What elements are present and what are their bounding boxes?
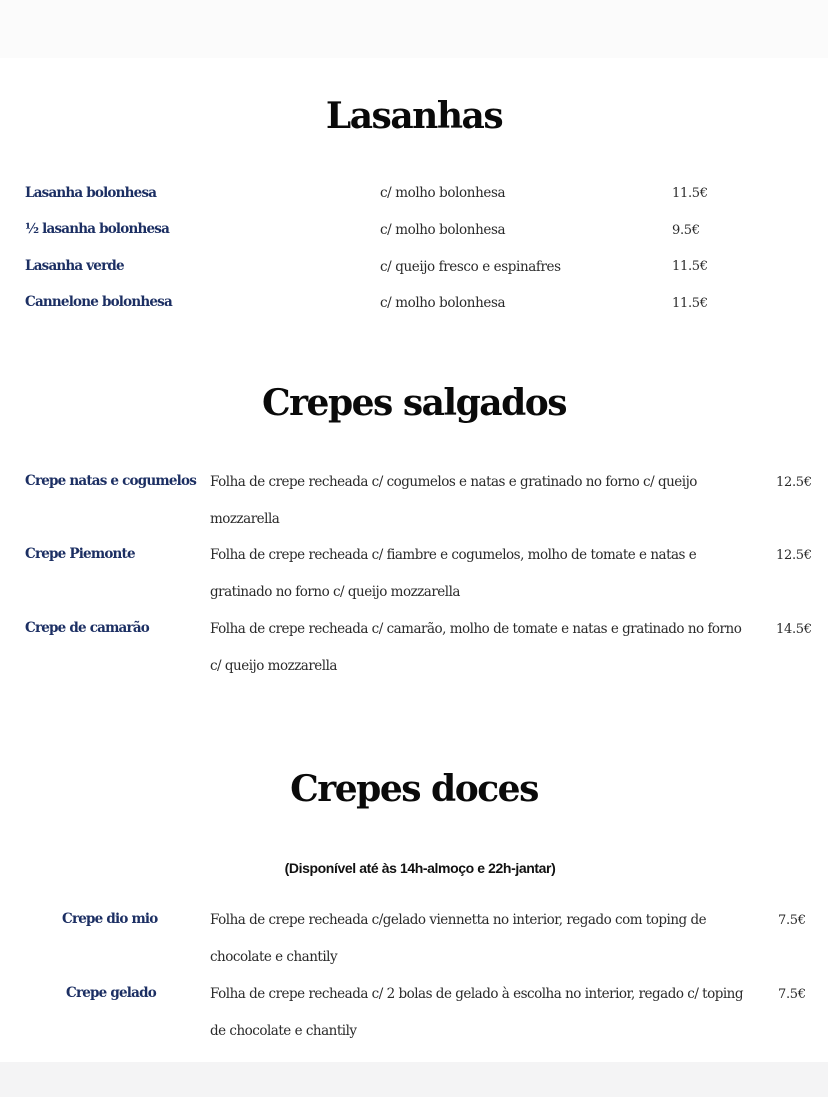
item-name: Crepe dio mio (62, 911, 158, 927)
item-price: 14.5€ (776, 622, 812, 637)
availability-note: (Disponível até às 14h-almoço e 22h-jantar) (284, 860, 556, 876)
item-description: c/ queijo fresco e espinafres (380, 259, 561, 275)
item-description: c/ molho bolonhesa (380, 222, 506, 238)
bottom-background-band (0, 1062, 828, 1097)
item-name: Cannelone bolonhesa (25, 294, 172, 310)
item-name: Crepe gelado (66, 985, 156, 1001)
item-price: 9.5€ (672, 223, 700, 238)
section-title-crepes-salgados: Crepes salgados (261, 382, 567, 424)
item-price: 7.5€ (778, 987, 806, 1002)
item-description: c/ molho bolonhesa (380, 295, 506, 311)
item-price: 11.5€ (672, 296, 708, 311)
item-description: Folha de crepe recheada c/ fiambre e cogumelos, molho de tomate e natas e gratinado no forno c/ queijo mozzarella (210, 547, 697, 600)
item-name: Crepe de camarão (25, 620, 149, 636)
item-description: Folha de crepe recheada c/ camarão, molho de tomate e natas e gratinado no forno c/ queijo mozzarella (210, 621, 742, 674)
item-description: Folha de crepe recheada c/ 2 bolas de gelado à escolha no interior, regado c/ toping de chocolate e chantily (210, 986, 744, 1039)
item-name: ½ lasanha bolonhesa (25, 221, 170, 237)
item-name: Crepe Piemonte (25, 546, 135, 562)
item-description: c/ molho bolonhesa (380, 185, 506, 201)
item-price: 12.5€ (776, 548, 812, 563)
item-name: Lasanha bolonhesa (25, 185, 157, 201)
item-name: Lasanha verde (25, 258, 124, 274)
item-price: 11.5€ (672, 259, 708, 274)
section-title-lasanhas: Lasanhas (325, 95, 503, 137)
item-name: Crepe natas e cogumelos (25, 473, 196, 489)
item-price: 7.5€ (778, 913, 806, 928)
section-title-crepes-doces: Crepes doces (290, 768, 538, 810)
item-price: 12.5€ (776, 475, 812, 490)
item-description: Folha de crepe recheada c/ cogumelos e natas e gratinado no forno c/ queijo mozzarella (210, 474, 697, 527)
item-price: 11.5€ (672, 186, 708, 201)
top-background-band (0, 0, 828, 58)
item-description: Folha de crepe recheada c/gelado viennetta no interior, regado com toping de chocolate e chantily (210, 912, 707, 965)
